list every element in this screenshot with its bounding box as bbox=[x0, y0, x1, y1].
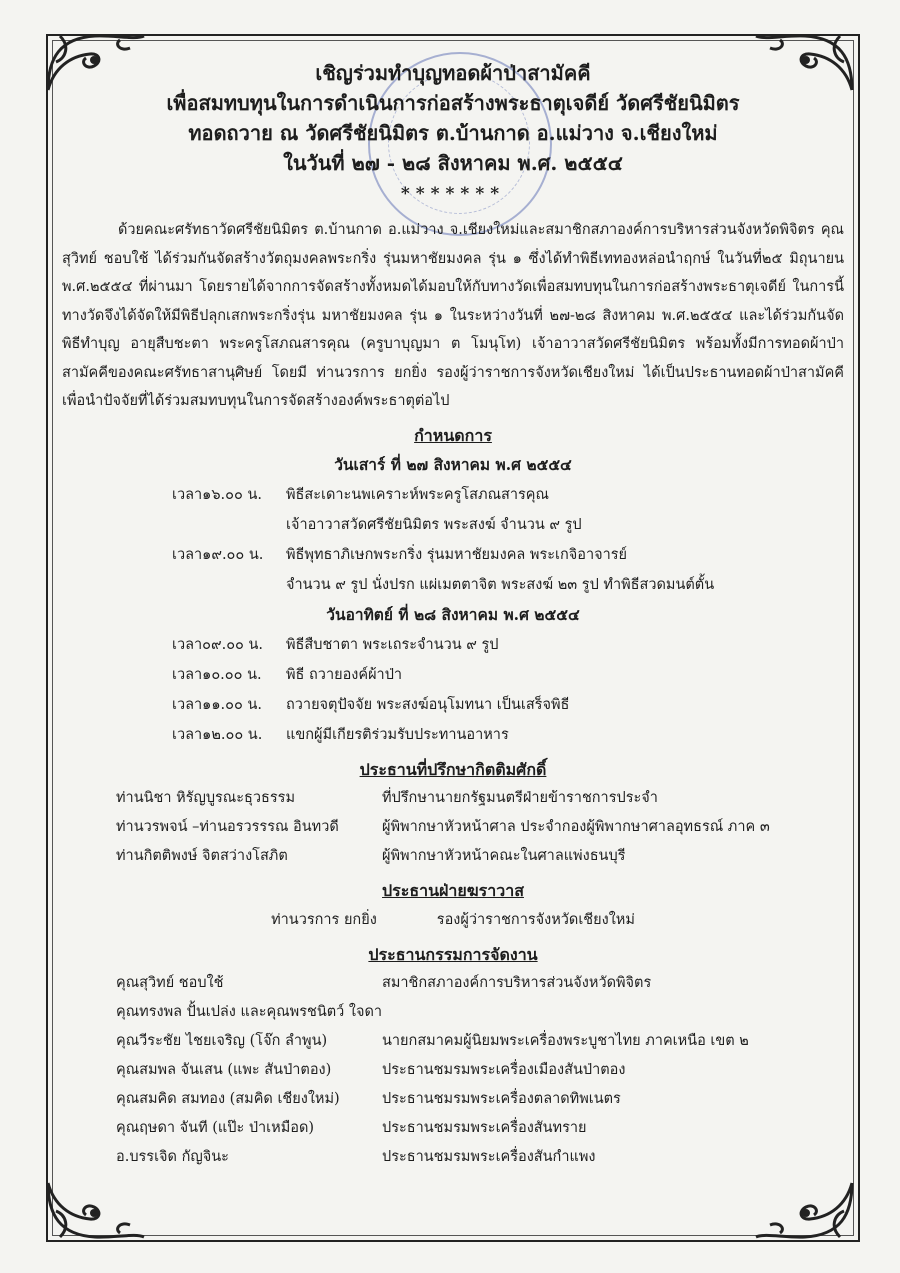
person-role: ผู้พิพากษาหัวหน้าคณะในศาลแพ่งธนบุรี bbox=[382, 847, 626, 864]
person-role: รองผู้ว่าราชการจังหวัดเชียงใหม่ bbox=[436, 911, 635, 928]
lay-heading: ประธานฝ่ายฆราวาส bbox=[382, 880, 524, 900]
person-role: สมาชิกสภาองค์การบริหารส่วนจังหวัดพิจิตร bbox=[382, 974, 652, 991]
committee-row bbox=[62, 1085, 844, 1114]
committee-row bbox=[62, 1027, 844, 1056]
person-name: คุณทรงพล ปั้นเปล่ง และคุณพรชนิตว์ ใจดา bbox=[116, 1003, 383, 1020]
day1-heading: วันเสาร์ ที่ ๒๗ สิงหาคม พ.ศ ๒๕๕๔ bbox=[334, 454, 572, 474]
person-name: คุณวีระชัย ไชยเจริญ (โจ๊ก ลำพูน) bbox=[116, 1032, 328, 1049]
honorary-heading: ประธานที่ปรึกษากิตติมศักดิ์ bbox=[359, 759, 547, 779]
person-name: คุณสุวิทย์ ชอบใช้ bbox=[116, 974, 224, 991]
schedule-time: เวลา๑๐.๐๐ น. bbox=[172, 666, 262, 683]
schedule-desc: พิธีสะเดาะนพเคราะห์พระครูโสภณสารคุณ bbox=[286, 486, 549, 503]
schedule-heading: กำหนดการ bbox=[414, 425, 492, 445]
schedule-time bbox=[172, 510, 286, 540]
person-role: ประธานชมรมพระเครื่องเมืองสันป่าตอง bbox=[382, 1061, 626, 1078]
person-name: คุณฤษดา จันที (แป๊ะ ป่าเหมือด) bbox=[116, 1119, 315, 1136]
schedule-row bbox=[62, 480, 844, 510]
schedule-row bbox=[62, 660, 844, 690]
person-name: คุณสมพล จันเสน (แพะ สันป่าตอง) bbox=[116, 1061, 332, 1078]
star-divider: ******* bbox=[400, 184, 506, 204]
document-body bbox=[62, 58, 844, 1172]
committee-row bbox=[62, 1056, 844, 1085]
schedule-time: เวลา๑๑.๐๐ น. bbox=[172, 696, 262, 713]
corner-ornament-icon bbox=[750, 1175, 860, 1245]
committee-row bbox=[62, 1143, 844, 1172]
honorary-row bbox=[62, 813, 844, 842]
day2-heading: วันอาทิตย์ ที่ ๒๘ สิงหาคม พ.ศ ๒๕๕๔ bbox=[326, 604, 580, 624]
schedule-row bbox=[62, 720, 844, 750]
committee-row bbox=[62, 969, 844, 998]
schedule-time: เวลา๑๖.๐๐ น. bbox=[172, 486, 262, 503]
schedule-desc: พิธี ถวายองค์ผ้าป่า bbox=[286, 666, 403, 683]
honorary-row bbox=[62, 784, 844, 813]
person-role: ที่ปรึกษานายกรัฐมนตรีฝ่ายข้าราชการประจำ bbox=[382, 789, 658, 806]
person-role: ประธานชมรมพระเครื่องตลาดทิพเนตร bbox=[382, 1090, 621, 1107]
person-role: ประธานชมรมพระเครื่องสันกำแพง bbox=[382, 1148, 596, 1165]
schedule-row bbox=[62, 690, 844, 720]
schedule-time: เวลา๑๙.๐๐ น. bbox=[172, 546, 264, 563]
schedule-time: เวลา๐๙.๐๐ น. bbox=[172, 636, 264, 653]
schedule-desc: แขกผู้มีเกียรติร่วมรับประทานอาหาร bbox=[286, 726, 509, 743]
honorary-row bbox=[62, 842, 844, 871]
lay-row bbox=[62, 905, 844, 935]
person-name: คุณสมคิด สมทอง (สมคิด เชียงใหม่) bbox=[116, 1090, 340, 1107]
person-name: ท่านวรพจน์ –ท่านอรวรรรณ อินทวดี bbox=[116, 818, 339, 835]
schedule-desc: ถวายจตุปัจจัย พระสงฆ์อนุโมทนา เป็นเสร็จพิธี bbox=[286, 696, 570, 713]
schedule-time: เวลา๑๒.๐๐ น. bbox=[172, 726, 263, 743]
intro-text: ด้วยคณะศรัทธาวัดศรีชัยนิมิตร ต.บ้านกาด อ.แม่วาง จ.เชียงใหม่และสมาชิกสภาองค์การบริหารส่วนจังหวัดพิจิตร คุณสุวิทย์ ชอบใช้ ได้ร่วมกันจัดสร้างวัตถุมงคลพระกริ่ง รุ่นมหาชัยมงคล รุ่น ๑ ซึ่งได้ทำพิธีเททองหล่อนำฤกษ์ ในวันที่๒๕ มิถุนายน พ.ศ.๒๕๕๔ ที่ผ่านมา โดยรายได้จากการจัดสร้างทั้งหมดได้มอบให้กับทางวัดเพื่อสมทบทุนในการก่อสร้างพระธาตุเจดีย์ ในการนี้ทางวัดจึงได้จัดให้มีพิธีปลุกเสกพระกริ่งรุ่น มหาชัยมงคล รุ่น ๑ ในระหว่างวันที่ ๒๗-๒๘ สิงหาคม พ.ศ.๒๕๕๔ และได้ร่วมกันจัดพิธีทำบุญ อายุสืบชะตา พระครูโสภณสารคุณ (ครูบาบุญมา ต โมนุโท) เจ้าอาวาสวัดศรีชัยนิมิตร พร้อมทั้งมีการทอดผ้าป่าสามัคคีของคณะศรัทธาสานุศิษย์ โดยมี ท่านวรการ ยกยิ่ง รองผู้ว่าราชการจังหวัดเชียงใหม่ ได้เป็นประธานทอดผ้าป่าสามัคคี เพื่อนำปัจจัยที่ได้ร่วมสมทบทุนในการจัดสร้างองค์พระธาตุต่อไป bbox=[62, 222, 844, 409]
person-role: ประธานชมรมพระเครื่องสันทราย bbox=[382, 1119, 587, 1136]
person-name: ท่านวรการ ยกยิ่ง bbox=[271, 911, 377, 928]
person-role bbox=[382, 998, 844, 1027]
schedule-row bbox=[62, 510, 844, 540]
schedule-desc: พิธีพุทธาภิเษกพระกริ่ง รุ่นมหาชัยมงคล พระเกจิอาจารย์ bbox=[286, 546, 628, 563]
committee-heading: ประธานกรรมการจัดงาน bbox=[368, 944, 538, 964]
person-name: อ.บรรเจิด กัญจินะ bbox=[116, 1148, 229, 1165]
schedule-desc: พิธีสืบชาตา พระเถระจำนวน ๙ รูป bbox=[286, 636, 499, 653]
title-line: เพื่อสมทบทุนในการดำเนินการก่อสร้างพระธาตุเจดีย์ วัดศรีชัยนิมิตร bbox=[166, 91, 740, 115]
title-line: เชิญร่วมทำบุญทอดผ้าป่าสามัคคี bbox=[315, 61, 591, 85]
schedule-row bbox=[62, 630, 844, 660]
schedule-row bbox=[62, 540, 844, 570]
schedule-time bbox=[172, 570, 286, 600]
document-title bbox=[62, 58, 844, 178]
schedule-row bbox=[62, 570, 844, 600]
person-role: ผู้พิพากษาหัวหน้าศาล ประจำกองผู้พิพากษาศาลอุทธรณ์ ภาค ๓ bbox=[382, 818, 770, 835]
person-role: นายกสมาคมผู้นิยมพระเครื่องพระบูชาไทย ภาคเหนือ เขต ๒ bbox=[382, 1032, 749, 1049]
schedule-desc: จำนวน ๙ รูป นั่งปรก แผ่เมตตาจิต พระสงฆ์ ๒๓ รูป ทำพิธีสวดมนต์ตั้น bbox=[286, 576, 715, 593]
corner-ornament-icon bbox=[40, 1175, 150, 1245]
schedule-desc: เจ้าอาวาสวัดศรีชัยนิมิตร พระสงฆ์ จำนวน ๙ รูป bbox=[286, 516, 582, 533]
person-name: ท่านนิชา หิรัญบูรณะธุวธรรม bbox=[116, 789, 296, 806]
committee-row bbox=[62, 998, 844, 1027]
person-name: ท่านกิตติพงษ์ จิตสว่างโสภิต bbox=[116, 847, 288, 864]
intro-paragraph bbox=[62, 216, 844, 416]
title-line: ในวันที่ ๒๗ - ๒๘ สิงหาคม พ.ศ. ๒๕๕๔ bbox=[283, 151, 623, 175]
title-line: ทอดถวาย ณ วัดศรีชัยนิมิตร ต.บ้านกาด อ.แม่วาง จ.เชียงใหม่ bbox=[188, 121, 718, 145]
committee-row bbox=[62, 1114, 844, 1143]
